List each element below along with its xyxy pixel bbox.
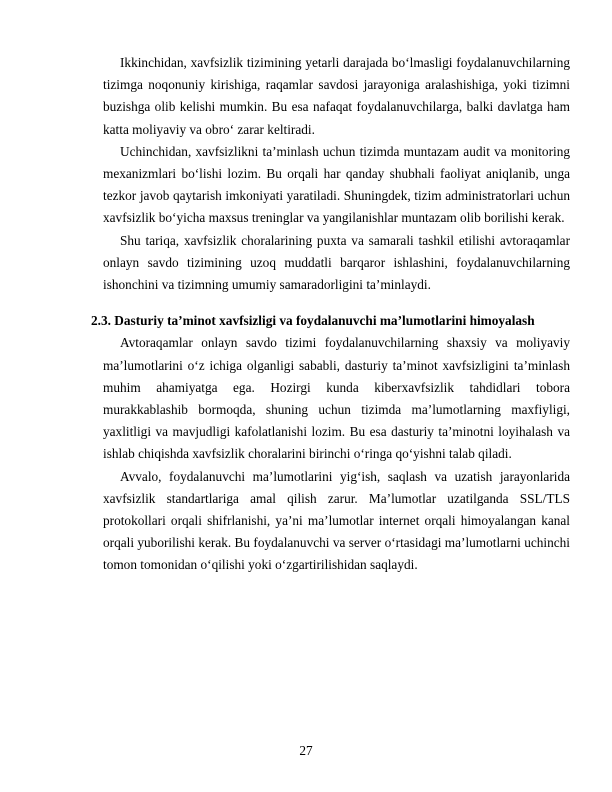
body-paragraph: Avtoraqamlar onlayn savdo tizimi foydalanuvchilarning shaxsiy va moliyaviy ma’lumotlarini o‘z ichiga olganligi sababli, dasturiy ta’minot xavfsizligini ta’minlash muhim ahamiyatga ega. Hozirgi kunda kiberxavfsizlik tahdidlari tobora murakkablashib bormoqda, shuning uchun tizimda ma’lumotlarning maxfiyligi, yaxlitligi va mavjudligi kafolatlanishi lozim. Bu esa dasturiy ta’minotni loyihalash va ishlab chiqishda xavfsizlik choralarini birinchi o‘ringa qo‘yishni talab qiladi. [103, 335, 570, 462]
body-paragraph: Avvalo, foydalanuvchi ma’lumotlarini yig‘ish, saqlash va uzatish jarayonlarida xavfsizlik standartlariga amal qilish zarur. Ma’lumotlar uzatilganda SSL/TLS protokollari orqali shifrlanishi, ya’ni ma’lumotlar internet orqali himoyalangan kanal orqali yuborilishi kerak. Bu foydalanuvchi va server o‘rtasidagi ma’lumotlarni uchinchi tomon tomonidan o‘qilishi yoki o‘zgartirilishidan saqlaydi. [103, 468, 570, 573]
document-page [91, 52, 570, 577]
body-paragraph: Uchinchidan, xavfsizlikni ta’minlash uchun tizimda muntazam audit va monitoring mexanizmlari bo‘lishi lozim. Bu orqali har qanday shubhali faoliyat aniqlanib, unga tezkor javob qaytarish imkoniyati yaratiladi. Shuningdek, tizim administratorlari uchun xavfsizlik bo‘yicha maxsus treninglar va yangilanishlar muntazam olib borilishi kerak. [103, 143, 570, 226]
page-number: 27 [299, 743, 313, 758]
section-heading: 2.3. Dasturiy ta’minot xavfsizligi va foydalanuvchi ma’lumotlarini himoyalash [91, 313, 535, 329]
body-paragraph: Shu tariqa, xavfsizlik choralarining puxta va samarali tashkil etilishi avtoraqamlar onlayn savdo tizimining uzoq muddatli barqaror ishlashini, foydalanuvchilarning ishonchini va tizimning umumiy samaradorligini ta’minlaydi. [103, 232, 570, 293]
body-paragraph: Ikkinchidan, xavfsizlik tizimining yetarli darajada bo‘lmasligi foydalanuvchilarning tizimga noqonuniy kirishiga, raqamlar savdosi jarayoniga aralashishiga, yoki tizimni buzishga olib kelishi mumkin. Bu esa nafaqat foydalanuvchilarga, balki davlatga ham katta moliyaviy va obro‘ zarar keltiradi. [103, 55, 570, 137]
